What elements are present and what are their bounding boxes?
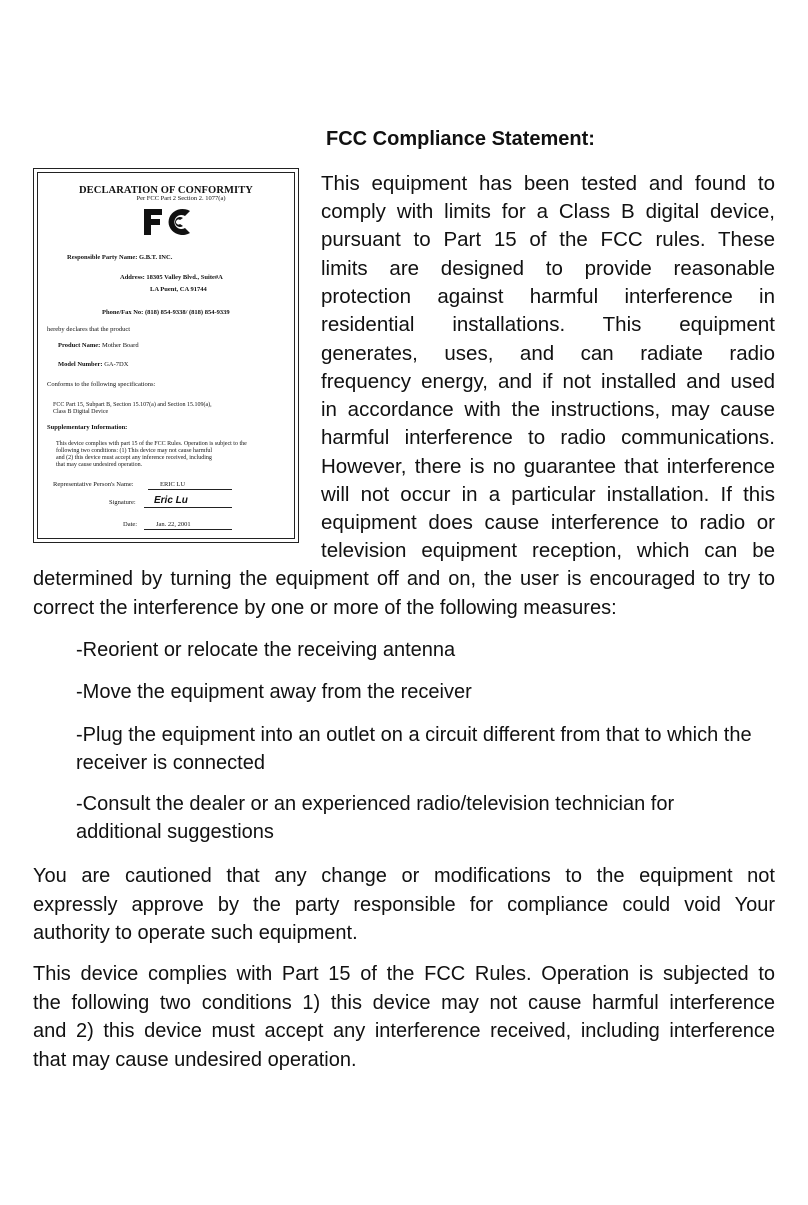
- compliance-paragraph: [33, 960, 775, 1074]
- compliance-line: the following two conditions 1) this device may not cause harmful interference: [33, 991, 775, 1014]
- statement-line: However, there is no guarantee that interference: [321, 455, 775, 478]
- statement-line: pursuant to Part 15 of the FCC rules. These: [321, 228, 775, 251]
- signature-field: [144, 495, 232, 508]
- statement-line: equipment does cause interference to radio or: [321, 511, 775, 534]
- model-number-value: GA-7DX: [104, 361, 129, 368]
- measure-item: -Plug the equipment into an outlet on a circuit different from that to which the receiver is connected: [76, 724, 752, 774]
- statement-line: This equipment has been tested and found to: [321, 172, 775, 195]
- compliance-line: and 2) this device must accept any interference received, including interference: [33, 1020, 775, 1042]
- phone-fax: Phone/Fax No: (818) 854-9338/ (818) 854-9339: [102, 309, 230, 316]
- product-name-value: Mother Board: [101, 342, 139, 349]
- statement-line: in accordance with the instructions, may cause: [321, 398, 775, 421]
- supplementary-title: Supplementary Information:: [47, 424, 128, 431]
- product-name-label: Product Name:: [58, 342, 101, 349]
- responsible-party: Responsible Party Name: G.B.T. INC.: [67, 254, 173, 261]
- declaration-title: DECLARATION OF CONFORMITY: [78, 185, 253, 196]
- date-field: [144, 521, 232, 530]
- fcc-logo: [140, 206, 204, 238]
- statement-line: residential installations. This equipment: [321, 313, 775, 336]
- compliance-line: This device complies with Part 15 of the FCC Rules. Operation is subjected to: [33, 963, 775, 985]
- date-value: Jan. 22, 2001: [156, 521, 191, 528]
- supplementary-info: [56, 441, 296, 469]
- declaration-box: [33, 168, 299, 543]
- statement-line: limits are designed to provide reasonable: [321, 257, 775, 280]
- statement-line: generates, uses, and can radiate radio: [321, 342, 775, 365]
- caution-line: authority to operate such equipment.: [33, 922, 358, 944]
- spec-line-2: Class B Digital Device: [53, 409, 109, 415]
- representative-field: [148, 481, 232, 490]
- measure-item: -Consult the dealer or an experienced radio/television technician for additional suggestions: [76, 793, 675, 843]
- statement-line: protection against harmful interference in: [321, 285, 775, 308]
- date-label: Date:: [123, 521, 138, 528]
- model-number-label: Model Number:: [58, 361, 103, 368]
- specifications: [53, 402, 212, 416]
- caution-line: expressly approve by the party responsible for compliance could void Your: [33, 893, 775, 916]
- spec-line-1: FCC Part 15, Subpart B, Section 15.107(a) and Section 15.109(a),: [53, 402, 212, 408]
- product-name-row: [58, 342, 139, 349]
- address-line-2: LA Puent, CA 91744: [150, 286, 207, 293]
- measure-item: -Move the equipment away from the receiver: [76, 681, 472, 703]
- statement-full-line: correct the interference by one or more of the following measures:: [33, 596, 617, 619]
- supp-line-2: following two conditions: (1) This device may not cause harmful: [56, 448, 213, 454]
- caution-line: You are cautioned that any change or modifications to the equipment not: [33, 865, 775, 887]
- declares-text: hereby declares that the product: [47, 326, 131, 333]
- signature-value: Eric Lu: [154, 495, 188, 506]
- supp-line-3: and (2) this device must accept any inference received, including: [56, 455, 212, 461]
- measure-item: -Reorient or relocate the receiving antenna: [76, 639, 456, 661]
- statement-line: frequency energy, and if not installed and used: [321, 370, 775, 393]
- statement-continuation: [33, 565, 775, 622]
- model-number-row: [58, 361, 128, 368]
- supp-line-1: This device complies with part 15 of the FCC Rules. Operation is subject to the: [56, 441, 247, 447]
- compliance-line: that may cause undesired operation.: [33, 1048, 357, 1071]
- statement-line: television equipment reception, which can be: [321, 539, 775, 562]
- representative-label: Representative Person's Name:: [53, 481, 134, 488]
- address-line-1: Address: 18305 Valley Blvd., Suite#A: [120, 274, 223, 281]
- representative-value: ERIC LU: [160, 481, 186, 488]
- declaration-inner-frame: [37, 172, 295, 539]
- signature-label: Signature:: [109, 499, 136, 506]
- declaration-subtitle: Per FCC Part 2 Section 2. 1077(a): [136, 195, 226, 202]
- supp-line-4: that may cause undesired operation.: [56, 462, 143, 468]
- statement-line: comply with limits for a Class B digital device,: [321, 200, 775, 223]
- conforms-text: Conforms to the following specifications:: [47, 381, 156, 388]
- caution-paragraph: [33, 862, 775, 948]
- statement-full-line: determined by turning the equipment off and on, the user is encouraged to try to: [33, 568, 775, 590]
- statement-line: will not occur in a particular installation. If this: [321, 483, 775, 506]
- statement-title: FCC Compliance Statement:: [326, 128, 595, 150]
- statement-line: harmful interference to radio communications.: [321, 426, 775, 449]
